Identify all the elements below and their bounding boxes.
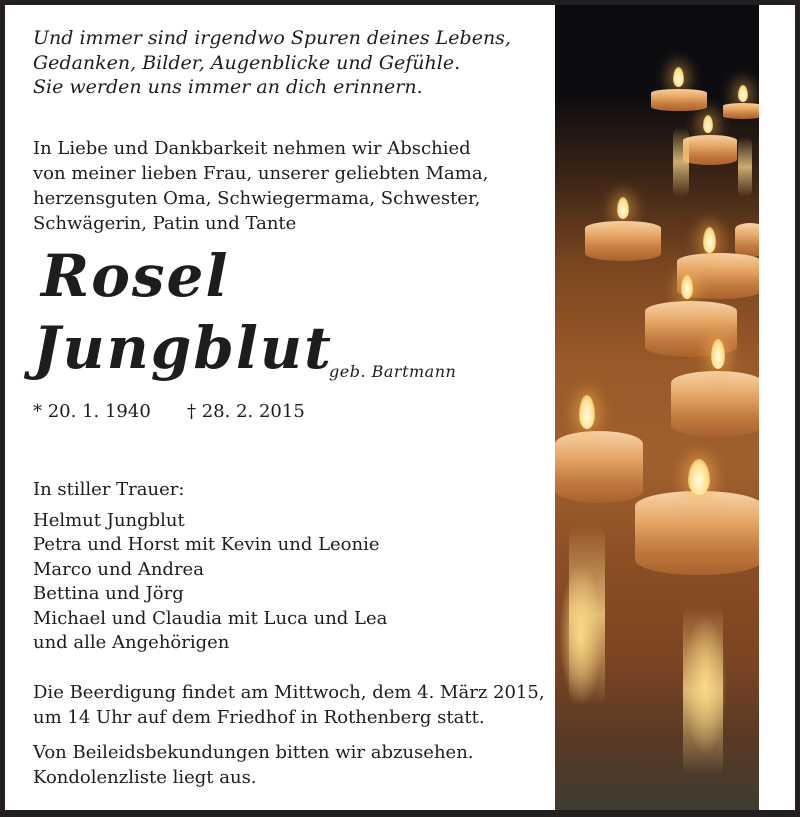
intro-line: Schwägerin, Patin und Tante <box>33 213 297 234</box>
candle <box>555 431 643 503</box>
mourner-item: Petra und Horst mit Kevin und Leonie <box>33 534 380 556</box>
funeral-info <box>33 681 545 730</box>
birth-date: * 20. 1. 1940 <box>33 401 151 422</box>
candle <box>723 103 759 119</box>
mourner-item: Marco und Andrea <box>33 558 204 580</box>
intro-line: herzensguten Oma, Schwiegermama, Schwester, <box>33 188 481 209</box>
candle <box>671 371 759 437</box>
mourner-item: und alle Angehörigen <box>33 632 230 654</box>
motto-line: Sie werden uns immer an dich erinnern. <box>33 76 423 98</box>
candle-flame-icon <box>738 85 748 102</box>
candle <box>635 491 759 575</box>
death-date: † 28. 2. 2015 <box>187 401 305 422</box>
candle <box>651 89 707 111</box>
funeral-line: Die Beerdigung findet am Mittwoch, dem 4. März 2015, <box>33 682 545 703</box>
funeral-line: um 14 Uhr auf dem Friedhof in Rothenberg statt. <box>33 706 485 728</box>
candle-flame-icon <box>579 395 595 429</box>
mourner-item: Bettina und Jörg <box>33 583 184 605</box>
candle-flame-icon <box>681 275 693 299</box>
notice-line: Von Beileidsbekundungen bitten wir abzusehen. <box>33 742 474 763</box>
farewell-intro <box>33 136 553 236</box>
candle-flame-icon <box>617 197 629 219</box>
candle <box>683 135 737 165</box>
maiden-name: geb. Bartmann <box>329 362 457 381</box>
motto-line: Gedanken, Bilder, Augenblicke und Gefühle. <box>33 51 461 74</box>
candle <box>735 223 759 257</box>
motto-line: Und immer sind irgendwo Spuren deines Lebens, <box>33 27 511 49</box>
margin-strip <box>759 5 795 810</box>
deceased-first-name: Rosel <box>41 242 230 310</box>
flame-reflection <box>673 127 689 197</box>
candles-photo <box>555 5 759 810</box>
deceased-last-name: Jungblut <box>33 314 333 382</box>
candle-flame-icon <box>688 459 710 495</box>
mourning-heading: In stiller Trauer: <box>33 479 185 500</box>
notice-line: Kondolenzliste liegt aus. <box>33 766 257 788</box>
mourner-item: Michael und Claudia mit Luca und Lea <box>33 607 388 629</box>
flame-reflection <box>738 137 752 197</box>
candle <box>585 221 661 261</box>
intro-line: In Liebe und Dankbarkeit nehmen wir Abschied <box>33 138 471 159</box>
candle-flame-icon <box>673 67 684 87</box>
candle-flame-icon <box>703 115 713 133</box>
candle-flame-icon <box>711 339 725 369</box>
intro-line: von meiner lieben Frau, unserer geliebten Mama, <box>33 163 489 184</box>
flame-reflection <box>683 605 723 775</box>
flame-reflection <box>569 525 605 705</box>
condolence-notice <box>33 741 474 790</box>
obituary-card <box>5 5 795 810</box>
candle-flame-icon <box>703 227 716 253</box>
mourner-item: Helmut Jungblut <box>33 510 185 531</box>
mourners-list <box>33 509 387 655</box>
motto-verse <box>33 26 553 100</box>
